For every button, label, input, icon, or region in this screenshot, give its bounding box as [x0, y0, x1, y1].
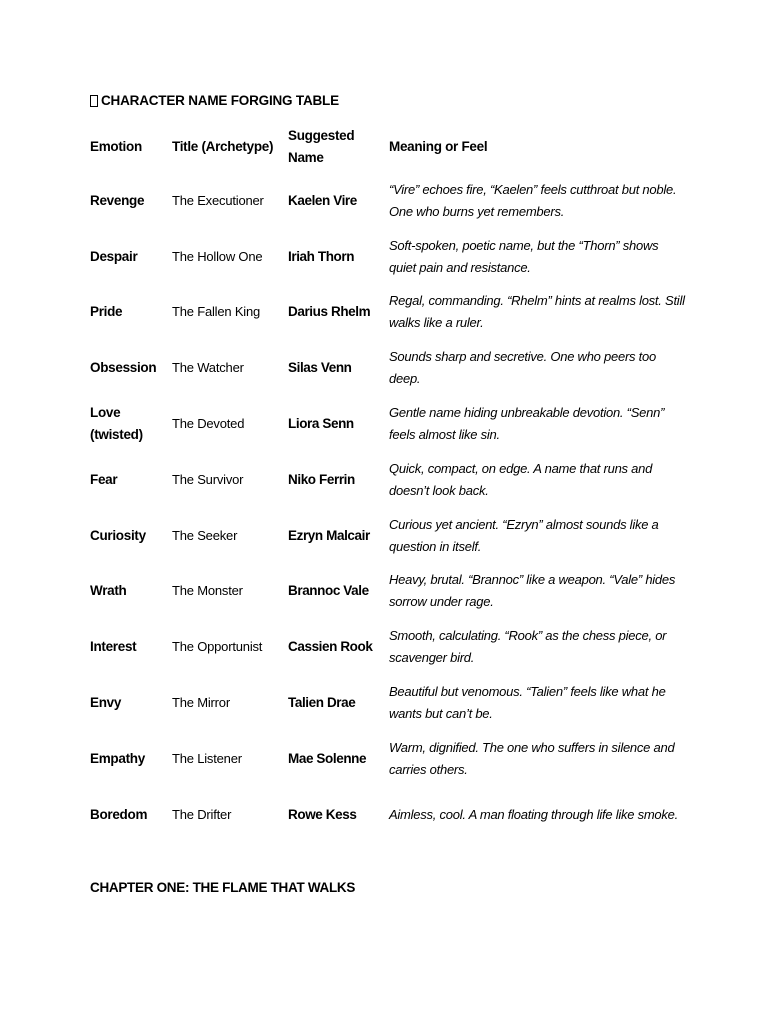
table-heading	[90, 93, 339, 108]
cell-meaning: Soft-spoken, poetic name, but the “Thorn” shows quiet pain and resistance.	[389, 237, 659, 275]
cell-emotion: Revenge	[90, 192, 145, 208]
cell-meaning: Gentle name hiding unbreakable devotion. “Senn” feels almost like sin.	[389, 405, 665, 443]
table-row	[90, 229, 686, 285]
cell-suggested-name: Darius Rhelm	[288, 304, 371, 320]
cell-emotion: Envy	[90, 695, 122, 711]
missing-glyph-icon	[90, 95, 98, 107]
cell-suggested-name: Silas Venn	[288, 360, 352, 376]
table-row	[90, 508, 686, 564]
cell-archetype: The Drifter	[172, 806, 232, 822]
cell-archetype: The Executioner	[172, 192, 264, 208]
cell-meaning: Beautiful but venomous. “Talien” feels like what he wants but can’t be.	[389, 684, 666, 722]
table-body	[90, 173, 686, 843]
cell-meaning: Heavy, brutal. “Brannoc” like a weapon. “Vale” hides sorrow under rage.	[389, 572, 676, 610]
header-emotion: Emotion	[90, 138, 142, 154]
cell-archetype: The Opportunist	[172, 639, 263, 655]
cell-emotion: Obsession	[90, 360, 157, 376]
cell-meaning: Sounds sharp and secretive. One who peers too deep.	[389, 349, 656, 387]
cell-suggested-name: Iriah Thorn	[288, 248, 355, 264]
table-row	[90, 787, 686, 843]
cell-meaning: Regal, commanding. “Rhelm” hints at realms lost. Still walks like a ruler.	[389, 293, 685, 331]
table-row	[90, 452, 686, 508]
character-name-table	[90, 120, 686, 843]
cell-emotion: Love (twisted)	[90, 405, 143, 443]
cell-meaning: Quick, compact, on edge. A name that runs and doesn’t look back.	[389, 460, 653, 498]
table-row	[90, 173, 686, 229]
cell-emotion: Empathy	[90, 750, 145, 766]
cell-suggested-name: Liora Senn	[288, 416, 354, 432]
cell-archetype: The Devoted	[172, 416, 245, 432]
cell-emotion: Boredom	[90, 806, 148, 822]
cell-archetype: The Seeker	[172, 527, 238, 543]
table-row	[90, 564, 686, 620]
cell-emotion: Wrath	[90, 583, 127, 599]
cell-archetype: The Listener	[172, 750, 242, 766]
cell-suggested-name: Ezryn Malcair	[288, 527, 370, 543]
cell-suggested-name: Mae Solenne	[288, 750, 367, 766]
cell-archetype: The Hollow One	[172, 248, 263, 264]
cell-archetype: The Fallen King	[172, 304, 261, 320]
cell-meaning: Smooth, calculating. “Rook” as the chess piece, or scavenger bird.	[389, 628, 667, 666]
table-heading-text: CHARACTER NAME FORGING TABLE	[101, 93, 339, 108]
cell-archetype: The Mirror	[172, 695, 230, 711]
cell-archetype: The Survivor	[172, 471, 244, 487]
cell-meaning: Warm, dignified. The one who suffers in silence and carries others.	[389, 739, 675, 777]
cell-emotion: Fear	[90, 471, 118, 487]
cell-suggested-name: Brannoc Vale	[288, 583, 369, 599]
cell-meaning: Aimless, cool. A man floating through life like smoke.	[389, 806, 679, 822]
header-meaning: Meaning or Feel	[389, 138, 488, 154]
header-title-archetype: Title (Archetype)	[172, 138, 274, 154]
cell-emotion: Despair	[90, 248, 138, 264]
cell-archetype: The Monster	[172, 583, 243, 599]
table-row	[90, 340, 686, 396]
cell-suggested-name: Kaelen Vire	[288, 192, 357, 208]
cell-archetype: The Watcher	[172, 360, 244, 376]
cell-suggested-name: Rowe Kess	[288, 806, 357, 822]
table-row	[90, 396, 686, 452]
table-row	[90, 619, 686, 675]
cell-suggested-name: Cassien Rook	[288, 639, 373, 655]
chapter-heading: CHAPTER ONE: THE FLAME THAT WALKS	[90, 880, 356, 895]
header-suggested-name: Suggested Name	[288, 127, 355, 165]
table-row	[90, 731, 686, 787]
cell-suggested-name: Niko Ferrin	[288, 471, 355, 487]
table-header-row	[90, 120, 686, 173]
cell-suggested-name: Talien Drae	[288, 695, 356, 711]
cell-meaning: “Vire” echoes fire, “Kaelen” feels cutthroat but noble. One who burns yet remembers.	[389, 181, 677, 219]
cell-emotion: Interest	[90, 639, 137, 655]
cell-emotion: Pride	[90, 304, 123, 320]
table-row	[90, 675, 686, 731]
cell-emotion: Curiosity	[90, 527, 146, 543]
table-row	[90, 285, 686, 341]
cell-meaning: Curious yet ancient. “Ezryn” almost sounds like a question in itself.	[389, 516, 659, 554]
